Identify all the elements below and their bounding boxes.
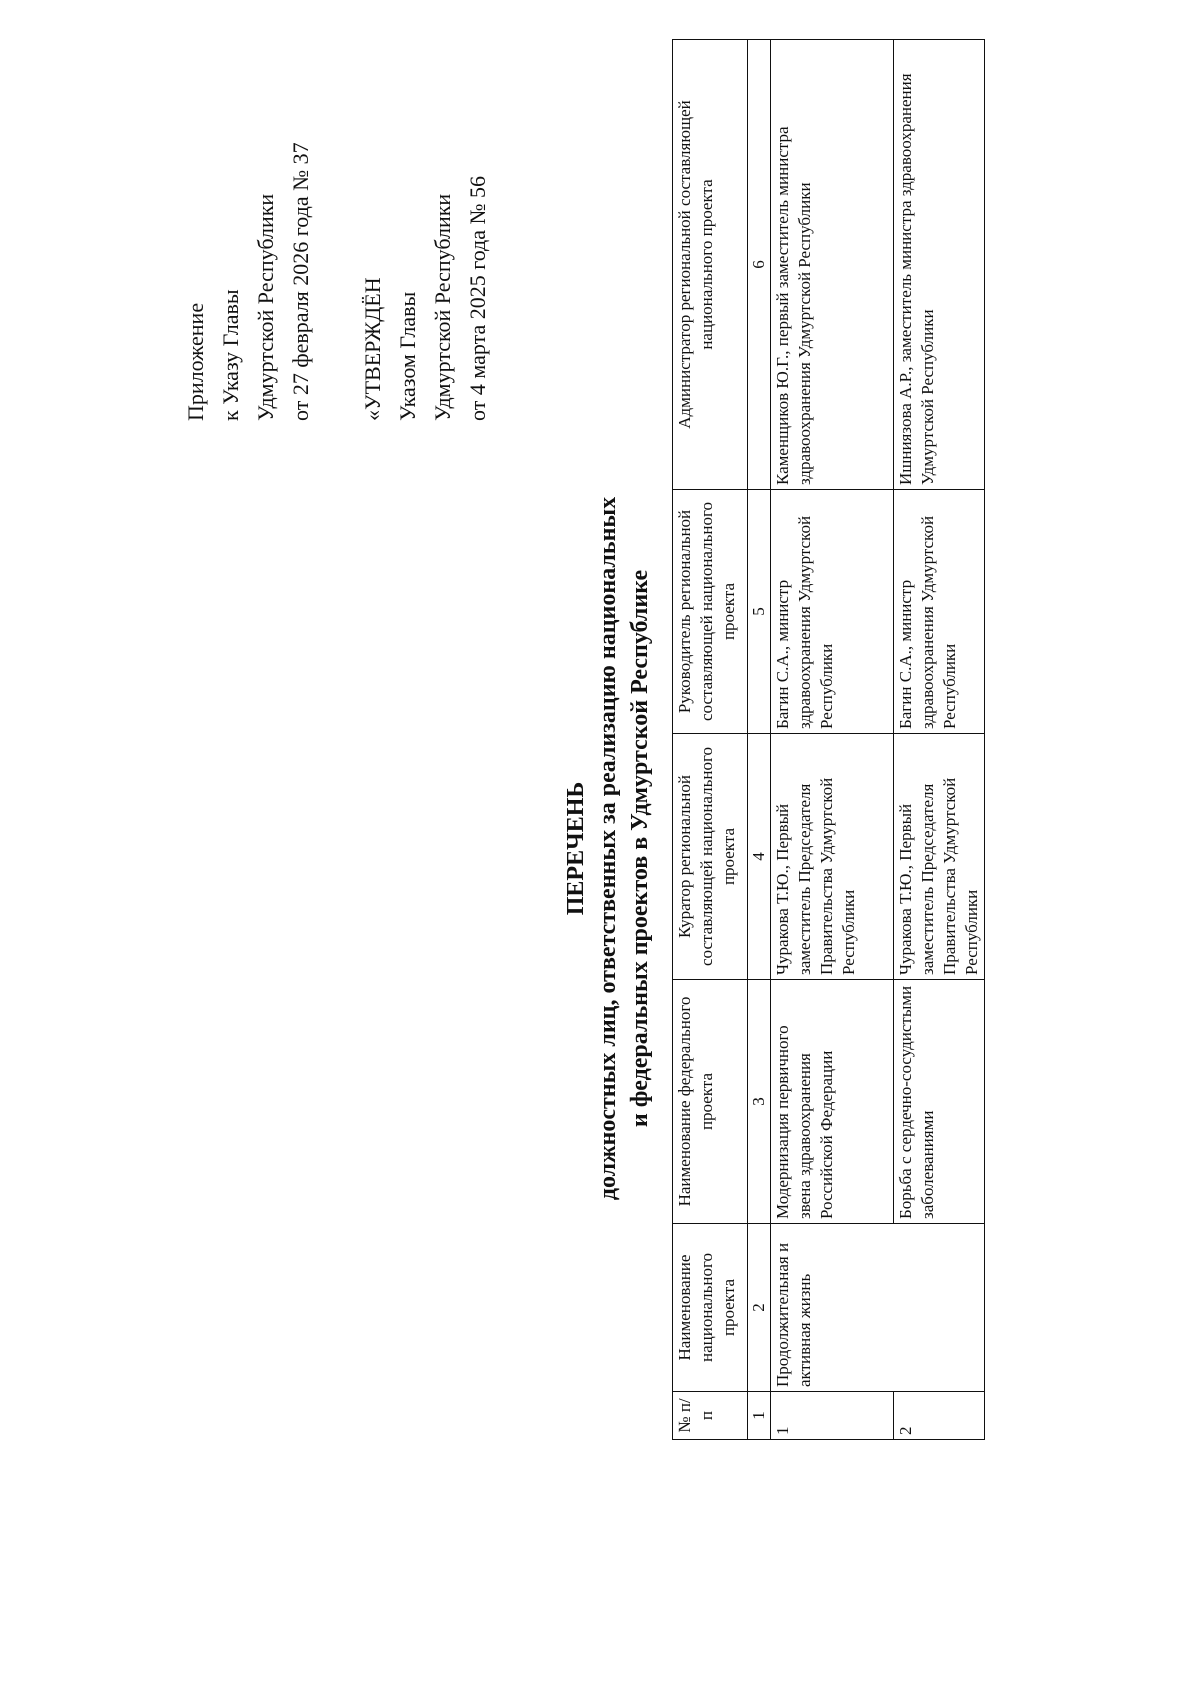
column-header: Руководитель региональной составляющей национального проекта [673, 490, 748, 734]
administrator-cell: Ишниязова А.Р., заместитель министра здравоохранения Удмуртской Республики [894, 40, 985, 490]
head-cell: Багин С.А., министр здравоохранения Удмуртской Республики [894, 490, 985, 734]
federal-project-cell: Модернизация первичного звена здравоохранения Российской Федерации [771, 980, 894, 1224]
column-header: Куратор региональной составляющей национального проекта [673, 734, 748, 980]
approved-block [355, 1, 495, 421]
title-line-2: и федеральных проектов в Удмуртской Республике [627, 569, 653, 1128]
national-project-cell: Продолжительная и активная жизнь [771, 1224, 894, 1392]
column-number: 5 [748, 490, 771, 734]
document-title [560, 0, 656, 1697]
appendix-line: к Указу Главы [218, 289, 243, 421]
federal-project-cell: Борьба с сердечно-сосудистыми заболеваниями [894, 980, 985, 1224]
appendix-block [178, 1, 318, 421]
column-header: Администратор региональной составляющей национального проекта [673, 40, 748, 490]
table-header-row [673, 40, 748, 1440]
national-project-cell [894, 1224, 985, 1392]
curator-cell: Чуракова Т.Ю., Первый заместитель Председателя Правительства Удмуртской Республики [894, 734, 985, 980]
officials-table [672, 39, 985, 1440]
title-line-1: должностных лиц, ответственных за реализацию национальных [595, 496, 621, 1201]
row-number: 1 [771, 1392, 894, 1440]
approved-line: Указом Главы [395, 291, 420, 421]
table-row [894, 40, 985, 1440]
column-header: Наименование федерального проекта [673, 980, 748, 1224]
appendix-line: от 27 февраля 2026 года № 37 [288, 142, 313, 421]
column-header: № п/ п [673, 1392, 748, 1440]
column-number: 4 [748, 734, 771, 980]
appendix-line: Приложение [183, 302, 208, 421]
head-cell: Багин С.А., министр здравоохранения Удмуртской Республики [771, 490, 894, 734]
column-number: 1 [748, 1392, 771, 1440]
column-number: 3 [748, 980, 771, 1224]
table-row [771, 40, 894, 1440]
column-number: 2 [748, 1224, 771, 1392]
administrator-cell: Каменщиков Ю.Г., первый заместитель министра здравоохранения Удмуртской Республики [771, 40, 894, 490]
approved-line: «УТВЕРЖДЁН [360, 277, 385, 421]
column-number: 6 [748, 40, 771, 490]
curator-cell: Чуракова Т.Ю., Первый заместитель Председателя Правительства Удмуртской Республики [771, 734, 894, 980]
column-header: Наименование национального проекта [673, 1224, 748, 1392]
approved-line: Удмуртской Республики [430, 193, 455, 421]
appendix-line: Удмуртской Республики [253, 193, 278, 421]
title-main: ПЕРЕЧЕНЬ [563, 781, 589, 916]
approved-line: от 4 марта 2025 года № 56 [465, 175, 490, 421]
row-number: 2 [894, 1392, 985, 1440]
column-number-row [748, 40, 771, 1440]
